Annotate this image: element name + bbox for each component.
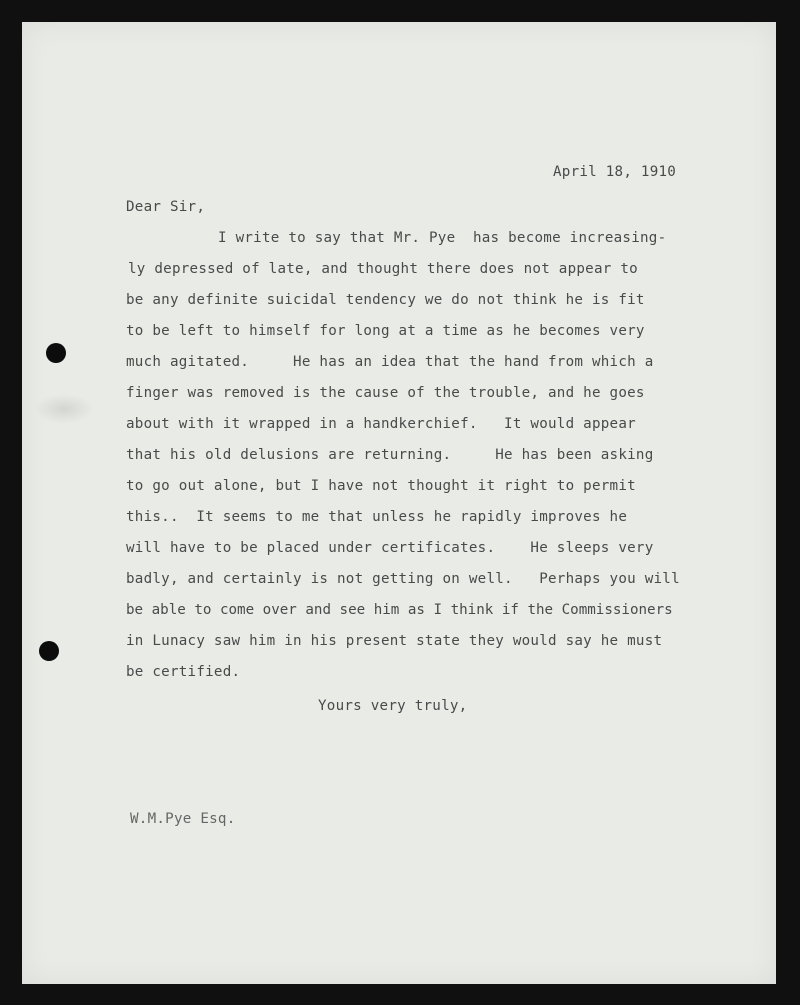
punch-hole-top [46, 343, 66, 363]
letter-addressee: W.M.Pye Esq. [130, 811, 236, 827]
letter-date: April 18, 1910 [553, 164, 677, 180]
body-line: ly depressed of late, and thought there does not appear to [128, 261, 638, 277]
body-line: be certified. [126, 664, 241, 680]
punch-hole-bottom [39, 641, 59, 661]
body-line: much agitated. He has an idea that the hand from which a [126, 354, 654, 370]
body-line: to be left to himself for long at a time as he becomes very [126, 323, 645, 339]
body-line: finger was removed is the cause of the trouble, and he goes [126, 385, 645, 401]
body-line: be able to come over and see him as I think if the Commissioners [126, 602, 673, 618]
letter-closing: Yours very truly, [318, 698, 468, 714]
body-line: in Lunacy saw him in his present state they would say he must [126, 633, 663, 649]
body-line: badly, and certainly is not getting on well. Perhaps you will [126, 571, 680, 587]
body-line: I write to say that Mr. Pye has become increasing- [218, 230, 667, 246]
body-line: this.. It seems to me that unless he rapidly improves he [126, 509, 628, 525]
body-line: will have to be placed under certificates. He sleeps very [126, 540, 654, 556]
body-line: be any definite suicidal tendency we do not think he is fit [126, 292, 645, 308]
letter-salutation: Dear Sir, [126, 199, 206, 215]
body-line: that his old delusions are returning. He has been asking [126, 447, 654, 463]
body-line: to go out alone, but I have not thought it right to permit [126, 478, 636, 494]
paper-smudge [34, 394, 94, 424]
letter-page [22, 22, 776, 984]
body-line: about with it wrapped in a handkerchief. It would appear [126, 416, 636, 432]
